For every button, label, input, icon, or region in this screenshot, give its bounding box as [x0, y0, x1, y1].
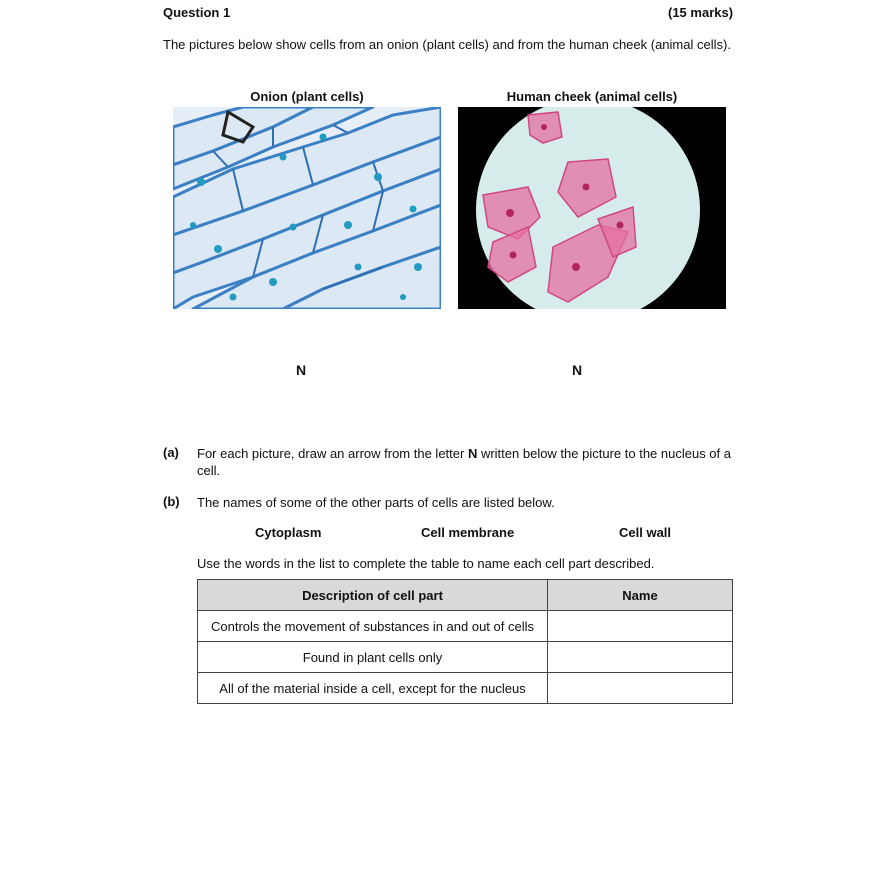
cell-parts-table — [197, 579, 733, 704]
word-cell-membrane: Cell membrane — [421, 525, 515, 540]
header-description: Description of cell part — [198, 580, 548, 611]
table-row — [198, 642, 733, 673]
onion-cells-image — [173, 107, 441, 309]
table-header-row — [198, 580, 733, 611]
answer-cell[interactable] — [548, 673, 733, 704]
word-cytoplasm: Cytoplasm — [255, 525, 322, 540]
answer-cell[interactable] — [548, 642, 733, 673]
cheek-caption: Human cheek (animal cells) — [506, 89, 678, 104]
table-row — [198, 673, 733, 704]
part-a-letter: (a) — [163, 445, 179, 460]
part-a-text: For each picture, draw an arrow from the letter N written below the picture to the nucleus of a cell. — [197, 446, 731, 478]
n-label-onion: N — [296, 362, 307, 378]
description-cell: All of the material inside a cell, except for the nucleus — [198, 673, 548, 704]
onion-caption: Onion (plant cells) — [250, 89, 364, 104]
table-row — [198, 611, 733, 642]
description-cell: Found in plant cells only — [198, 642, 548, 673]
cheek-cells-image — [458, 107, 726, 309]
word-cell-wall: Cell wall — [619, 525, 672, 540]
part-b-letter: (b) — [163, 494, 180, 509]
description-cell: Controls the movement of substances in and out of cells — [198, 611, 548, 642]
part-b-text: The names of some of the other parts of cells are listed below. — [197, 495, 555, 510]
table-instruction: Use the words in the list to complete the table to name each cell part described. — [197, 556, 655, 571]
n-label-cheek: N — [572, 362, 583, 378]
question-title: Question 1 — [163, 5, 231, 20]
question-marks: (15 marks) — [668, 5, 734, 20]
header-name: Name — [548, 580, 733, 611]
answer-cell[interactable] — [548, 611, 733, 642]
question-intro: The pictures below show cells from an onion (plant cells) and from the human cheek (animal cells). — [163, 37, 731, 52]
